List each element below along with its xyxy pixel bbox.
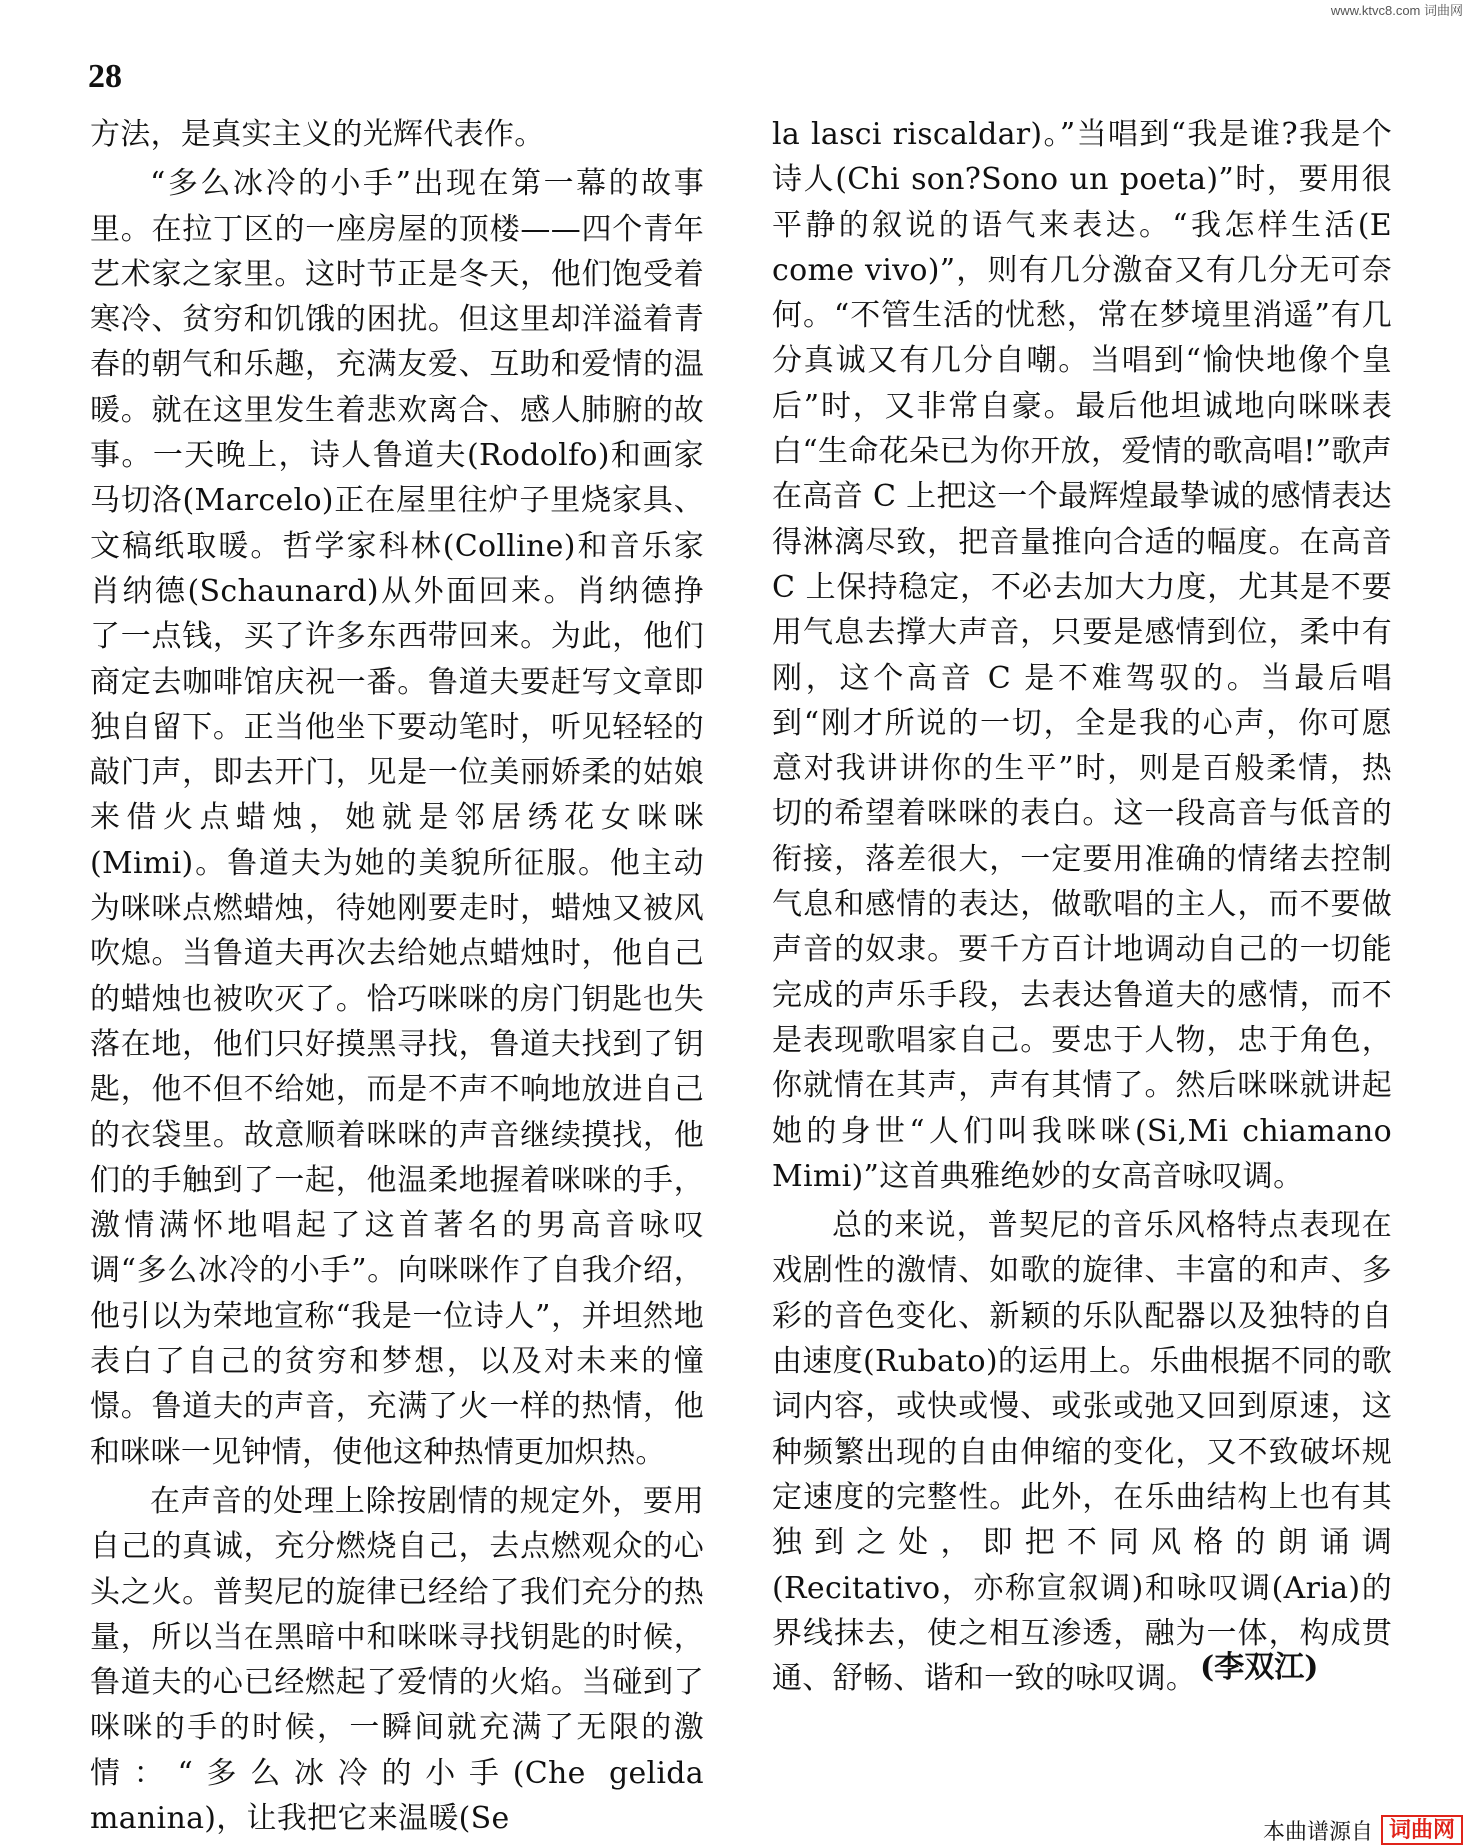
page-number: 28 [88, 58, 122, 95]
paragraph: 在声音的处理上除按剧情的规定外，要用自己的真诚，充分燃烧自己，去点燃观众的心头之火。普契尼的旋律已经给了我们充分的热量，所以当在黑暗中和咪咪寻找钥匙的时候，鲁道夫的心已经燃起了爱情的火焰。当碰到了咪咪的手的时候，一瞬间就充满了无限的激情：“多么冰冷的小手(Che gelida manina)，让我把它来温暖(Se [90, 1483, 704, 1836]
right-column [772, 112, 1392, 1701]
left-column [90, 112, 704, 1841]
paragraph: 总的来说，普契尼的音乐风格特点表现在戏剧性的激情、如歌的旋律、丰富的和声、多彩的音色变化、新颖的乐队配器以及独特的自由速度(Rubato)的运用上。乐曲根据不同的歌词内容，或快或慢、或张或弛又回到原速，这种频繁出现的自由伸缩的变化，又不致破坏规定速度的完整性。此外，在乐曲结构上也有其独到之处，即把不同风格的朗诵调(Recitativo，亦称宣叙调)和咏叹调(Aria)的界线抹去，使之相互渗透，融为一体，构成贯通、舒畅、谐和一致的咏叹调。 [772, 1208, 1392, 1697]
paragraph: “多么冰冷的小手”出现在第一幕的故事里。在拉丁区的一座房屋的顶楼——四个青年艺术家之家里。这时节正是冬天，他们饱受着寒冷、贫穷和饥饿的困扰。但这里却洋溢着青春的朝气和乐趣，充满友爱、互助和爱情的温暖。就在这里发生着悲欢离合、感人肺腑的故事。一天晚上，诗人鲁道夫(Rodolfo)和画家马切洛(Marcelo)正在屋里往炉子里烧家具、文稿纸取暖。哲学家科林(Colline)和音乐家肖纳德(Schaunard)从外面回来。肖纳德挣了一点钱，买了许多东西带回来。为此，他们商定去咖啡馆庆祝一番。鲁道夫要赶写文章即独自留下。正当他坐下要动笔时，听见轻轻的敲门声，即去开门，见是一位美丽娇柔的姑娘来借火点蜡烛，她就是邻居绣花女咪咪(Mimi)。鲁道夫为她的美貌所征服。他主动为咪咪点燃蜡烛，待她刚要走时，蜡烛又被风吹熄。当鲁道夫再次去给她点蜡烛时，他自己的蜡烛也被吹灭了。恰巧咪咪的房门钥匙也失落在地，他们只好摸黑寻找，鲁道夫找到了钥匙，他不但不给她，而是不声不响地放进自己的衣袋里。故意顺着咪咪的声音继续摸找，他们的手触到了一起，他温柔地握着咪咪的手，激情满怀地唱起了这首著名的男高音咏叹调“多么冰冷的小手”。向咪咪作了自我介绍，他引以为荣地宣称“我是一位诗人”，并坦然地表白了自己的贫穷和梦想，以及对未来的憧憬。鲁道夫的声音，充满了火一样的热情，他和咪咪一见钟情，使他这种热情更加炽热。 [90, 166, 704, 1470]
paragraph: la lasci riscaldar)。”当唱到“我是谁?我是个诗人(Chi son?Sono un poeta)”时，要用很平静的叙说的语气来表达。“我怎样生活(E come vivo)”，则有几分激奋又有几分无可奈何。“不管生活的忧愁，常在梦境里消遥”有几分真诚又有几分自嘲。当唱到“愉快地像个皇后”时，又非常自豪。最后他坦诚地向咪咪表白“生命花朵已为你开放，爱情的歌高唱!”歌声在高音 C 上把这一个最辉煌最挚诚的感情表达得淋漓尽致，把音量推向合适的幅度。在高音 C 上保持稳定，不必去加大力度，尤其是不要用气息去撑大声音，只要是感情到位，柔中有刚，这个高音 C 是不难驾驭的。当最后唱到“刚才所说的一切，全是我的心声，你可愿意对我讲讲你的生平”时，则是百般柔情，热切的希望着咪咪的表白。这一段高音与低音的衔接，落差很大，一定要用准确的情绪去控制气息和感情的表达，做歌唱的主人，而不要做声音的奴隶。要千方百计地调动自己的一切能完成的声乐手段，去表达鲁道夫的感情，而不是表现歌唱家自己。要忠于人物，忠于角色，你就情在其声，声有其情了。然后咪咪就讲起她的身世“人们叫我咪咪(Si,Mi chiamano Mimi)”这首典雅绝妙的女高音咏叹调。 [772, 117, 1392, 1194]
author-signature: (李双江) [1200, 1650, 1319, 1685]
bottom-watermark [1263, 1815, 1463, 1845]
watermark-label: 本曲谱源自 [1262, 1818, 1373, 1844]
top-watermark: www.ktvc8.com 词曲网 [1330, 3, 1463, 18]
watermark-logo: 词曲网 [1381, 1815, 1463, 1845]
paragraph: 方法，是真实主义的光辉代表作。 [90, 117, 545, 152]
